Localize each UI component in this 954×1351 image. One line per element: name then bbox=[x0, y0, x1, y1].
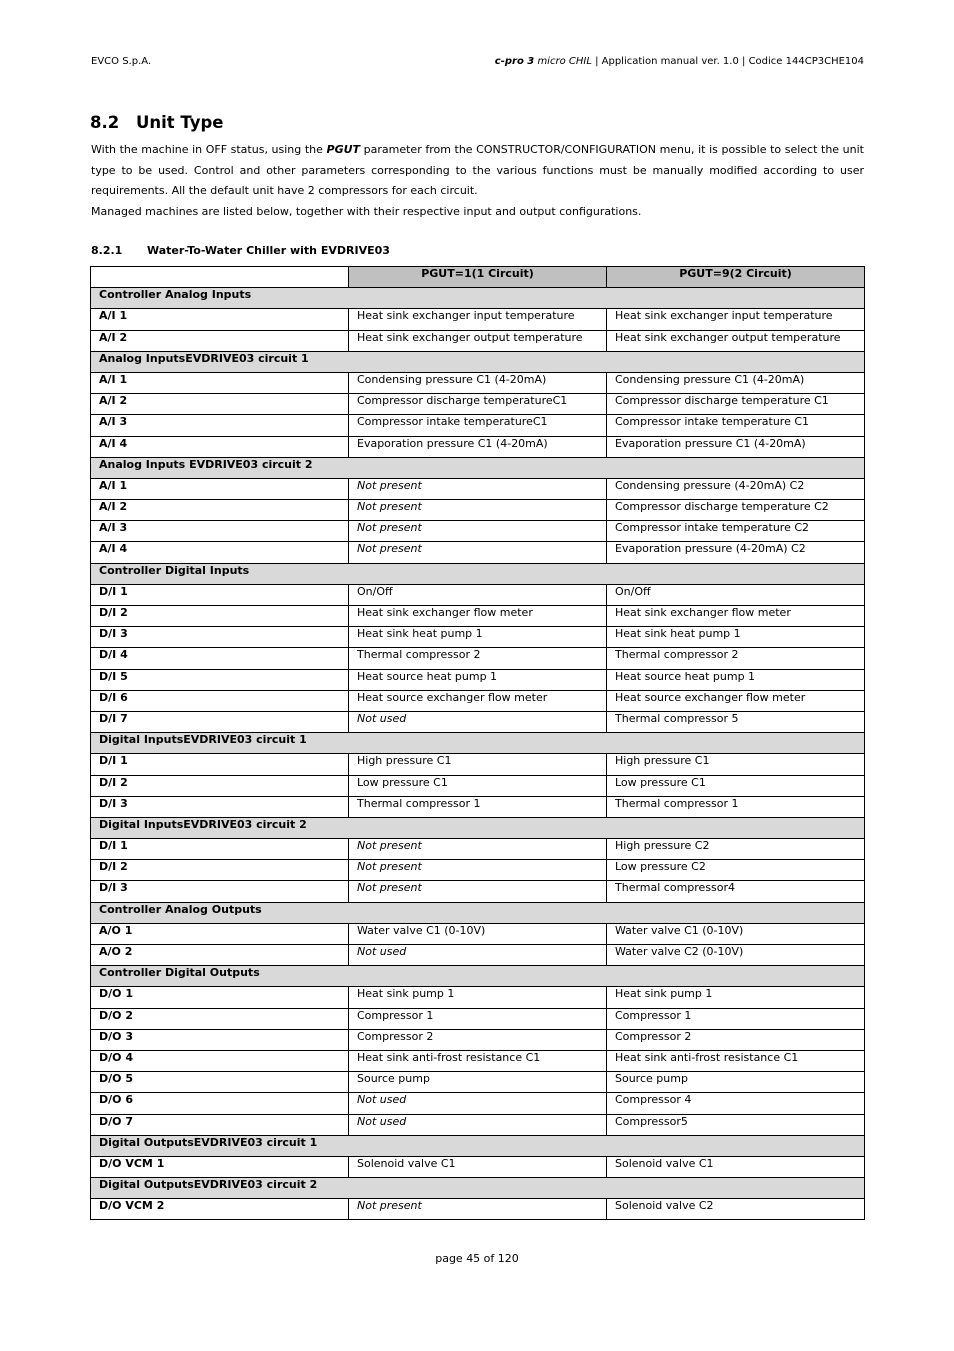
table-row bbox=[91, 754, 865, 775]
header-company: EVCO S.p.A. bbox=[91, 56, 152, 67]
pgut9-cell: Low pressure C2 bbox=[607, 860, 865, 881]
io-label-cell: D/I 3 bbox=[91, 881, 349, 902]
io-label-cell: D/I 2 bbox=[91, 775, 349, 796]
table-row bbox=[91, 1114, 865, 1135]
pgut9-cell: Heat sink exchanger input temperature bbox=[607, 309, 865, 330]
pgut1-cell: Heat sink heat pump 1 bbox=[349, 627, 607, 648]
table-row bbox=[91, 796, 865, 817]
table-row bbox=[91, 415, 865, 436]
section-title: Unit Type bbox=[136, 113, 224, 132]
table-group-row bbox=[91, 563, 865, 584]
pgut9-cell: Water valve C2 (0-10V) bbox=[607, 945, 865, 966]
pgut1-cell: Evaporation pressure C1 (4-20mA) bbox=[349, 436, 607, 457]
table-row bbox=[91, 436, 865, 457]
pgut1-cell: Not used bbox=[349, 1114, 607, 1135]
header-manual-info bbox=[495, 56, 864, 67]
table-row bbox=[91, 394, 865, 415]
table-row bbox=[91, 478, 865, 499]
io-label-cell: D/O 5 bbox=[91, 1072, 349, 1093]
table-row bbox=[91, 860, 865, 881]
section-number: 8.2 bbox=[90, 113, 120, 132]
io-label-cell: A/I 1 bbox=[91, 478, 349, 499]
io-label-cell: A/I 3 bbox=[91, 415, 349, 436]
io-label-cell: D/I 2 bbox=[91, 860, 349, 881]
intro-text-part: With the machine in OFF status, using the bbox=[91, 143, 327, 156]
table-group-row bbox=[91, 1178, 865, 1199]
pgut1-cell: High pressure C1 bbox=[349, 754, 607, 775]
table-header-blank bbox=[91, 267, 349, 288]
table-group-row bbox=[91, 1135, 865, 1156]
table-body bbox=[91, 288, 865, 1220]
table-row bbox=[91, 881, 865, 902]
pgut9-cell: Low pressure C1 bbox=[607, 775, 865, 796]
io-label-cell: A/I 1 bbox=[91, 372, 349, 393]
pgut9-cell: Compressor discharge temperature C1 bbox=[607, 394, 865, 415]
pgut1-cell: Compressor 2 bbox=[349, 1029, 607, 1050]
pgut9-cell: Heat sink pump 1 bbox=[607, 987, 865, 1008]
pgut1-cell: Thermal compressor 1 bbox=[349, 796, 607, 817]
pgut1-cell: Not present bbox=[349, 839, 607, 860]
pgut1-cell: Compressor intake temperatureC1 bbox=[349, 415, 607, 436]
pgut9-cell: Solenoid valve C2 bbox=[607, 1199, 865, 1220]
io-label-cell: D/I 4 bbox=[91, 648, 349, 669]
io-label-cell: D/O VCM 2 bbox=[91, 1199, 349, 1220]
pgut1-cell: Low pressure C1 bbox=[349, 775, 607, 796]
group-label: Digital InputsEVDRIVE03 circuit 1 bbox=[91, 733, 865, 754]
pgut9-cell: Source pump bbox=[607, 1072, 865, 1093]
pgut9-cell: Thermal compressor 5 bbox=[607, 711, 865, 732]
subsection-title: Water-To-Water Chiller with EVDRIVE03 bbox=[147, 244, 390, 257]
io-label-cell: A/O 2 bbox=[91, 945, 349, 966]
pgut9-cell: Compressor intake temperature C1 bbox=[607, 415, 865, 436]
pgut1-cell: Thermal compressor 2 bbox=[349, 648, 607, 669]
io-label-cell: D/O 3 bbox=[91, 1029, 349, 1050]
pgut1-cell: Source pump bbox=[349, 1072, 607, 1093]
group-label: Digital OutputsEVDRIVE03 circuit 2 bbox=[91, 1178, 865, 1199]
io-label-cell: A/I 2 bbox=[91, 500, 349, 521]
group-label: Controller Digital Inputs bbox=[91, 563, 865, 584]
table-row bbox=[91, 521, 865, 542]
group-label: Digital OutputsEVDRIVE03 circuit 1 bbox=[91, 1135, 865, 1156]
io-label-cell: A/I 2 bbox=[91, 394, 349, 415]
pgut1-cell: Heat sink exchanger output temperature bbox=[349, 330, 607, 351]
io-label-cell: D/I 7 bbox=[91, 711, 349, 732]
table-group-row bbox=[91, 902, 865, 923]
io-label-cell: D/O 6 bbox=[91, 1093, 349, 1114]
pgut9-cell: Compressor5 bbox=[607, 1114, 865, 1135]
pgut1-cell: Compressor discharge temperatureC1 bbox=[349, 394, 607, 415]
pgut1-cell: Heat sink exchanger input temperature bbox=[349, 309, 607, 330]
io-label-cell: D/I 6 bbox=[91, 690, 349, 711]
table-row bbox=[91, 1199, 865, 1220]
io-label-cell: D/I 3 bbox=[91, 796, 349, 817]
pgut9-cell: Thermal compressor 2 bbox=[607, 648, 865, 669]
section-heading bbox=[90, 113, 224, 132]
pgut1-cell: Condensing pressure C1 (4-20mA) bbox=[349, 372, 607, 393]
pgut1-cell: Solenoid valve C1 bbox=[349, 1156, 607, 1177]
subsection-number: 8.2.1 bbox=[91, 244, 123, 257]
table-header-pgut9: PGUT=9(2 Circuit) bbox=[607, 267, 865, 288]
pgut9-cell: Thermal compressor 1 bbox=[607, 796, 865, 817]
pgut9-cell: High pressure C1 bbox=[607, 754, 865, 775]
table-header-pgut1: PGUT=1(1 Circuit) bbox=[349, 267, 607, 288]
group-label: Analog Inputs EVDRIVE03 circuit 2 bbox=[91, 457, 865, 478]
pgut9-cell: Solenoid valve C1 bbox=[607, 1156, 865, 1177]
pgut9-cell: On/Off bbox=[607, 584, 865, 605]
table-group-row bbox=[91, 351, 865, 372]
table-row bbox=[91, 690, 865, 711]
pgut9-cell: Heat source heat pump 1 bbox=[607, 669, 865, 690]
pgut9-cell: Heat sink exchanger flow meter bbox=[607, 606, 865, 627]
page-number: page 45 of 120 bbox=[435, 1252, 519, 1265]
table-row bbox=[91, 923, 865, 944]
table-row bbox=[91, 1156, 865, 1177]
pgut1-cell: Heat sink pump 1 bbox=[349, 987, 607, 1008]
io-configuration-table bbox=[90, 266, 865, 1220]
table-row bbox=[91, 1050, 865, 1071]
table-header-row bbox=[91, 267, 865, 288]
table-row bbox=[91, 500, 865, 521]
io-label-cell: D/I 1 bbox=[91, 584, 349, 605]
pgut1-cell: Not used bbox=[349, 1093, 607, 1114]
io-label-cell: D/O 2 bbox=[91, 1008, 349, 1029]
pgut9-cell: Condensing pressure (4-20mA) C2 bbox=[607, 478, 865, 499]
pgut1-cell: Not present bbox=[349, 881, 607, 902]
pgut1-cell: Water valve C1 (0-10V) bbox=[349, 923, 607, 944]
pgut9-cell: Compressor 2 bbox=[607, 1029, 865, 1050]
table-group-row bbox=[91, 966, 865, 987]
pgut9-cell: Evaporation pressure C1 (4-20mA) bbox=[607, 436, 865, 457]
pgut9-cell: Compressor 4 bbox=[607, 1093, 865, 1114]
io-label-cell: D/O 4 bbox=[91, 1050, 349, 1071]
pgut1-cell: Not present bbox=[349, 860, 607, 881]
table-group-row bbox=[91, 288, 865, 309]
pgut9-cell: Compressor 1 bbox=[607, 1008, 865, 1029]
io-label-cell: D/I 1 bbox=[91, 754, 349, 775]
pgut1-cell: Not used bbox=[349, 945, 607, 966]
pgut9-cell: Heat sink heat pump 1 bbox=[607, 627, 865, 648]
pgut9-cell: Compressor discharge temperature C2 bbox=[607, 500, 865, 521]
pgut9-cell: Compressor intake temperature C2 bbox=[607, 521, 865, 542]
table-row bbox=[91, 372, 865, 393]
table-row bbox=[91, 1093, 865, 1114]
table-group-row bbox=[91, 733, 865, 754]
io-label-cell: D/I 1 bbox=[91, 839, 349, 860]
table-row bbox=[91, 648, 865, 669]
pgut1-cell: Not present bbox=[349, 542, 607, 563]
table-row bbox=[91, 627, 865, 648]
table-row bbox=[91, 330, 865, 351]
io-label-cell: A/I 2 bbox=[91, 330, 349, 351]
pgut9-cell: High pressure C2 bbox=[607, 839, 865, 860]
group-label: Analog InputsEVDRIVE03 circuit 1 bbox=[91, 351, 865, 372]
pgut9-cell: Condensing pressure C1 (4-20mA) bbox=[607, 372, 865, 393]
io-label-cell: A/I 4 bbox=[91, 436, 349, 457]
intro-paragraph-1 bbox=[91, 140, 864, 202]
pgut9-cell: Heat source exchanger flow meter bbox=[607, 690, 865, 711]
pgut9-cell: Evaporation pressure (4-20mA) C2 bbox=[607, 542, 865, 563]
table-row bbox=[91, 669, 865, 690]
header-manual-details: | Application manual ver. 1.0 | Codice 144CP3CHE104 bbox=[591, 56, 864, 67]
table-row bbox=[91, 987, 865, 1008]
io-label-cell: A/I 3 bbox=[91, 521, 349, 542]
io-label-cell: A/I 4 bbox=[91, 542, 349, 563]
io-label-cell: D/O 7 bbox=[91, 1114, 349, 1135]
io-label-cell: A/O 1 bbox=[91, 923, 349, 944]
table-group-row bbox=[91, 457, 865, 478]
table-row bbox=[91, 775, 865, 796]
pgut1-cell: Not present bbox=[349, 500, 607, 521]
table-row bbox=[91, 542, 865, 563]
group-label: Controller Digital Outputs bbox=[91, 966, 865, 987]
table-row bbox=[91, 584, 865, 605]
table-row bbox=[91, 711, 865, 732]
table-row bbox=[91, 945, 865, 966]
pgut1-cell: On/Off bbox=[349, 584, 607, 605]
io-label-cell: D/O 1 bbox=[91, 987, 349, 1008]
group-label: Controller Analog Inputs bbox=[91, 288, 865, 309]
pgut9-cell: Heat sink anti-frost resistance C1 bbox=[607, 1050, 865, 1071]
pgut1-cell: Not present bbox=[349, 521, 607, 542]
pgut1-cell: Compressor 1 bbox=[349, 1008, 607, 1029]
intro-text-part: parameter from the CONSTRUCTOR/CONFIGURATION menu, it is possible to select the unit type to be used. Control and other parameters corresponding to the various functions must be manually modified according to user requirements. All the default unit have 2 compressors for each circuit. bbox=[91, 143, 864, 197]
table-row bbox=[91, 606, 865, 627]
header-product-name: c-pro 3 bbox=[494, 56, 535, 67]
io-label-cell: D/I 5 bbox=[91, 669, 349, 690]
intro-text bbox=[91, 140, 864, 222]
pgut1-cell: Not present bbox=[349, 478, 607, 499]
table-row bbox=[91, 1029, 865, 1050]
subsection-heading bbox=[91, 244, 390, 257]
table-group-row bbox=[91, 817, 865, 838]
param-name: PGUT bbox=[326, 143, 361, 156]
group-label: Digital InputsEVDRIVE03 circuit 2 bbox=[91, 817, 865, 838]
io-label-cell: D/O VCM 1 bbox=[91, 1156, 349, 1177]
pgut9-cell: Water valve C1 (0-10V) bbox=[607, 923, 865, 944]
pgut1-cell: Not present bbox=[349, 1199, 607, 1220]
table-row bbox=[91, 309, 865, 330]
pgut1-cell: Heat source heat pump 1 bbox=[349, 669, 607, 690]
intro-paragraph-2: Managed machines are listed below, together with their respective input and output configurations. bbox=[91, 204, 642, 218]
pgut1-cell: Heat source exchanger flow meter bbox=[349, 690, 607, 711]
io-label-cell: D/I 3 bbox=[91, 627, 349, 648]
pgut1-cell: Heat sink anti-frost resistance C1 bbox=[349, 1050, 607, 1071]
table-row bbox=[91, 839, 865, 860]
io-label-cell: D/I 2 bbox=[91, 606, 349, 627]
header-product-variant: micro CHIL bbox=[534, 56, 592, 67]
table-row bbox=[91, 1072, 865, 1093]
pgut1-cell: Not used bbox=[349, 711, 607, 732]
pgut1-cell: Heat sink exchanger flow meter bbox=[349, 606, 607, 627]
io-label-cell: A/I 1 bbox=[91, 309, 349, 330]
group-label: Controller Analog Outputs bbox=[91, 902, 865, 923]
pgut9-cell: Thermal compressor4 bbox=[607, 881, 865, 902]
pgut9-cell: Heat sink exchanger output temperature bbox=[607, 330, 865, 351]
table-row bbox=[91, 1008, 865, 1029]
